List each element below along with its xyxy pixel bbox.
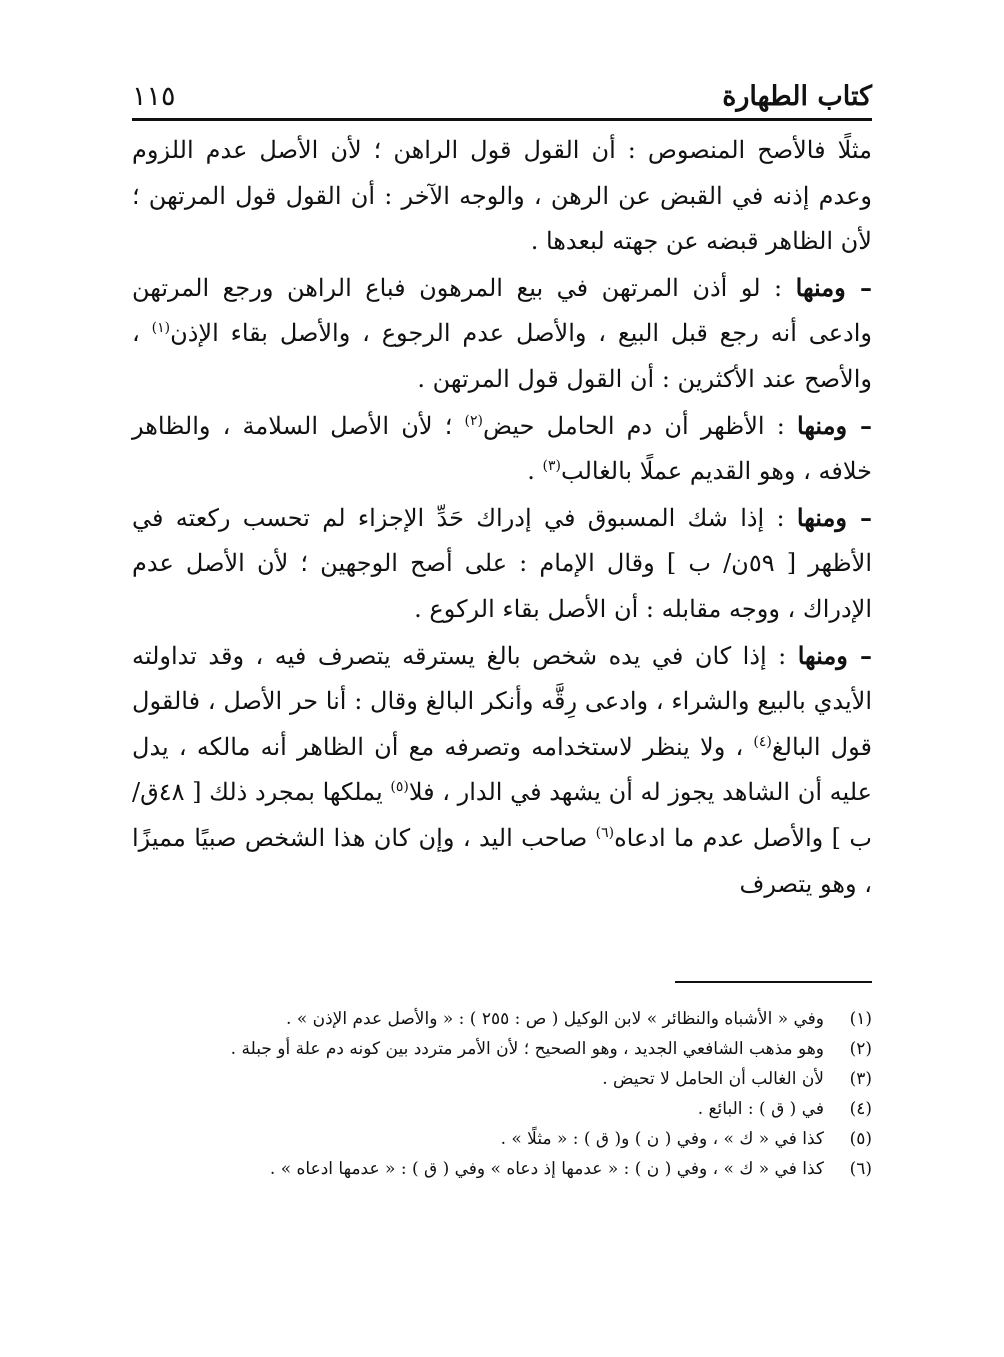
header-rule — [132, 118, 872, 121]
paragraph — [132, 633, 872, 908]
footnote-text: لأن الغالب أن الحامل لا تحيض . — [602, 1069, 824, 1089]
paragraph-marker: – ومنها — [796, 502, 872, 532]
footnote-reference[interactable]: (٣) — [542, 458, 561, 475]
footnote-item — [132, 1154, 872, 1184]
footnote-reference[interactable]: (١) — [151, 320, 171, 337]
paragraph-text: ، والأصح عند الأكثرين : أن القول قول المرتهن . — [132, 319, 872, 393]
footnote-number: (٥) — [849, 1129, 872, 1149]
footnote-number: (٣) — [849, 1069, 872, 1089]
paragraph-text: صاحب اليد ، وإن كان هذا الشخص صبيًا مميزًا ، وهو يتصرف — [132, 823, 872, 898]
footnote-reference[interactable]: (٢) — [464, 412, 484, 429]
footnote-text: في ( ق ) : البائع . — [697, 1099, 824, 1119]
paragraph-text: . — [527, 457, 543, 486]
paragraph-text: : لو أذن المرتهن في بيع المرهون فباع الراهن ورجع المرتهن وادعى أنه رجع قبل البيع ، والأصل عدم الرجوع ، والأصل بقاء الإذن — [132, 273, 873, 348]
footnote-number: (١) — [849, 1009, 872, 1029]
footnote-item — [132, 1034, 872, 1064]
footnote-text: كذا في « ك » ، وفي ( ن ) : « عدمها إذ دعاه » وفي ( ق ) : « عدمها ادعاه » . — [269, 1159, 824, 1179]
paragraph — [132, 128, 872, 265]
paragraph-text: مثلًا فالأصح المنصوص : أن القول قول الراهن ؛ لأن الأصل عدم اللزوم وعدم إذنه في القبض عن الرهن ، والوجه الآخر : أن القول قول المرتهن ؛ لأن الظاهر قبضه عن جهته لبعدها . — [132, 136, 872, 256]
page-number: ١١٥ — [132, 81, 176, 112]
paragraph-marker: – ومنها — [797, 410, 873, 440]
footnote-separator — [675, 981, 872, 983]
paragraph-text: : إذا شك المسبوق في إدراك حَدِّ الإجزاء لم تحسب ركعته في الأظهر [ ٥٩ن/ ب ] وقال الإمام : على أصح الوجهين ؛ لأن الأصل عدم الإدراك ، ووجه مقابله : أن الأصل بقاء الركوع . — [132, 503, 872, 623]
footnote-number: (٦) — [849, 1159, 872, 1179]
footnote-reference[interactable]: (٥) — [390, 779, 409, 796]
paragraph-text: ، ولا ينظر لاستخدامه وتصرفه مع أن الظاهر أنه مالكه ، يدل عليه أن الشاهد يجوز له أن يشهد في الدار ، فلا — [132, 732, 872, 807]
footnote-reference[interactable]: (٤) — [753, 733, 772, 750]
footnote-text: كذا في « ك » ، وفي ( ن ) و( ق ) : « مثلًا » . — [500, 1129, 824, 1149]
paragraph-text: : إذا كان في يده شخص بالغ يسترقه يتصرف فيه ، وقد تداولته الأيدي بالبيع والشراء ، وادعى رِقَّه وأنكر البالغ وقال : أنا حر الأصل ، فالقول قول البالغ — [132, 641, 872, 761]
paragraph-text: : الأظهر أن دم الحامل حيض — [483, 411, 798, 440]
chapter-title: كتاب الطهارة — [722, 81, 872, 112]
footnote-item — [132, 1094, 872, 1124]
footnote-text: وهو مذهب الشافعي الجديد ، وهو الصحيح ؛ لأن الأمر متردد بين كونه دم علة أو جبلة . — [230, 1039, 824, 1059]
paragraph-marker: – ومنها — [795, 272, 872, 302]
footnote-item — [132, 1004, 872, 1034]
footnote-text: وفي « الأشباه والنظائر » لابن الوكيل ( ص : ٢٥٥ ) : « والأصل عدم الإذن » . — [286, 1009, 824, 1029]
footnote-item — [132, 1064, 872, 1094]
footnote-item — [132, 1124, 872, 1154]
footnote-number: (٤) — [849, 1099, 872, 1119]
paragraph — [132, 403, 872, 495]
paragraph-text: يملكها بمجرد ذلك [ ٤٨ق/ ب ] والأصل عدم ما ادعاه — [132, 778, 872, 852]
page-header — [132, 66, 872, 110]
main-text — [132, 128, 872, 907]
footnotes — [132, 1004, 872, 1184]
paragraph-marker: – ومنها — [797, 640, 872, 670]
paragraph — [132, 495, 872, 633]
paragraph-text: ؛ لأن الأصل السلامة ، والظاهر خلافه ، وهو القديم عملًا بالغالب — [132, 411, 872, 486]
footnote-reference[interactable]: (٦) — [595, 824, 615, 841]
paragraph — [132, 265, 872, 403]
footnote-number: (٢) — [849, 1039, 872, 1059]
